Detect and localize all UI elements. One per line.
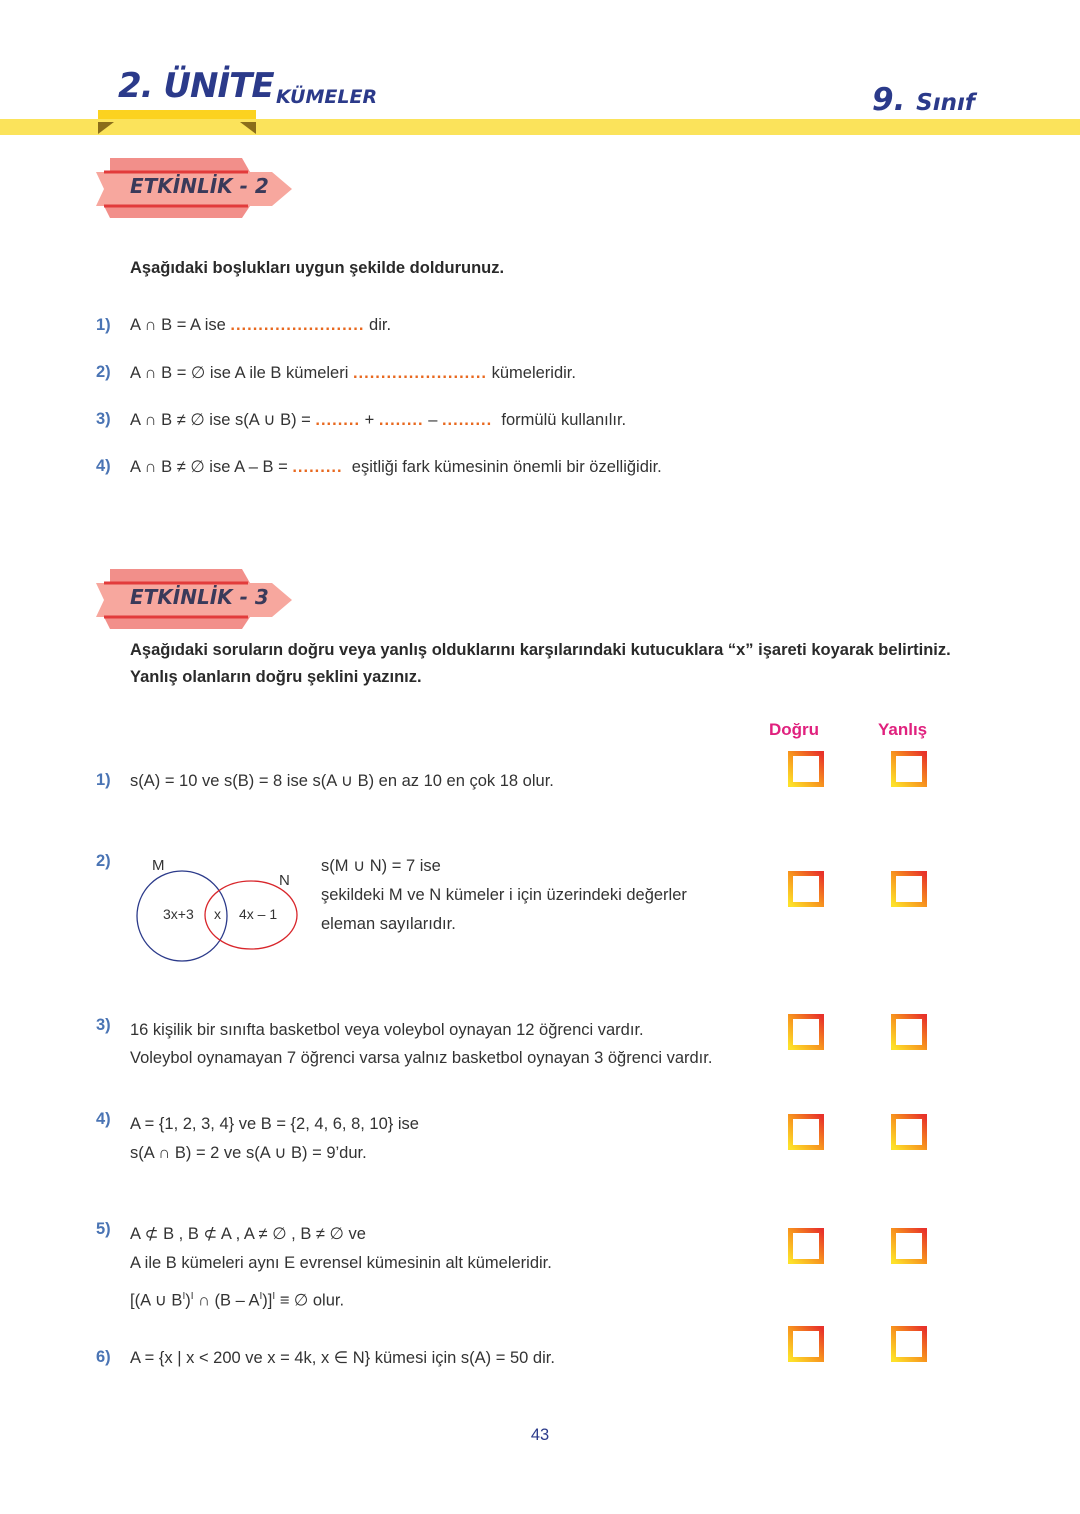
activity3-banner xyxy=(96,569,292,631)
true-checkbox[interactable] xyxy=(788,1228,824,1264)
question-number: 4) xyxy=(96,1110,111,1128)
expr-part: ≡ ∅ olur. xyxy=(275,1291,345,1310)
false-checkbox[interactable] xyxy=(891,1326,927,1362)
question-line: s(A ∩ B) = 2 ve s(A ∪ B) = 9’dur. xyxy=(130,1144,367,1162)
activity2-instruction: Aşağıdaki boşlukları uygun şekilde doldurunuz. xyxy=(130,259,505,277)
n-only-value: 4x – 1 xyxy=(239,906,278,922)
question-line: eleman sayılarıdır. xyxy=(321,915,456,933)
activity2-item-3 xyxy=(96,410,111,429)
question-6-text: A = {x | x < 200 ve x = 4k, x ∈ N} kümesi için s(A) = 50 dir. xyxy=(130,1349,555,1367)
item-text: A ∩ B ≠ ∅ ise A – B = xyxy=(130,458,288,476)
question-number: 1) xyxy=(96,771,111,789)
true-checkbox[interactable] xyxy=(788,1014,824,1050)
question-line xyxy=(130,1282,552,1316)
activity2-banner xyxy=(96,158,292,220)
item-number: 1) xyxy=(96,316,111,334)
set-n-label: N xyxy=(279,872,290,889)
item-number: 4) xyxy=(96,457,111,475)
true-checkbox[interactable] xyxy=(788,1114,824,1150)
question-line: 16 kişilik bir sınıfta basketbol veya voleybol oynayan 12 öğrenci vardır. xyxy=(130,1021,644,1039)
grade-number: 9. xyxy=(872,82,906,118)
item-number: 3) xyxy=(96,410,111,428)
prime: I xyxy=(259,1291,263,1302)
activity2-item-3-text xyxy=(130,410,626,430)
item-text: formülü kullanılır. xyxy=(501,411,627,429)
intersection-value: x xyxy=(214,906,221,922)
false-checkbox[interactable] xyxy=(891,1114,927,1150)
grade-label xyxy=(872,82,975,118)
activity2-item-1-text xyxy=(130,316,391,335)
blank-dots[interactable]: ........ xyxy=(315,411,361,429)
expr-part: [(A ∪ B xyxy=(130,1291,183,1310)
unit-topic: KÜMELER xyxy=(276,86,378,108)
plus-sign: + xyxy=(364,411,375,429)
question-line: A = {1, 2, 3, 4} ve B = {2, 4, 6, 8, 10} ise xyxy=(130,1115,419,1133)
instruction-line: Yanlış olanların doğru şeklini yazınız. xyxy=(130,668,422,686)
expr-part: )] xyxy=(262,1291,273,1310)
unit-title: 2. ÜNİTE xyxy=(118,66,274,106)
page-number: 43 xyxy=(530,1426,550,1444)
prime: I xyxy=(182,1291,186,1302)
question-line: A ile B kümeleri aynı E evrensel kümesinin alt kümeleridir. xyxy=(130,1254,552,1272)
activity3-instruction xyxy=(130,637,1030,691)
question-line: A ⊄ B , B ⊄ A , A ≠ ∅ , B ≠ ∅ ve xyxy=(130,1225,366,1243)
item-text: dir. xyxy=(369,316,392,334)
header-tab-fold-right xyxy=(240,122,256,134)
question-2-text xyxy=(321,852,687,939)
false-checkbox[interactable] xyxy=(891,751,927,787)
true-checkbox[interactable] xyxy=(788,751,824,787)
prime: I xyxy=(190,1291,194,1302)
prime: I xyxy=(272,1291,276,1302)
item-text: A ∩ B = A ise xyxy=(130,316,226,334)
venn-diagram xyxy=(130,852,305,967)
minus-sign: – xyxy=(428,411,438,429)
activity2-title: ETKİNLİK - 2 xyxy=(130,174,269,198)
item-text: kümeleridir. xyxy=(491,364,576,382)
true-checkbox[interactable] xyxy=(788,871,824,907)
grade-word: Sınıf xyxy=(916,90,975,116)
item-text: A ∩ B ≠ ∅ ise s(A ∪ B) = xyxy=(130,411,311,429)
false-checkbox[interactable] xyxy=(891,1228,927,1264)
question-line: Voleybol oynamayan 7 öğrenci varsa yalnız basketbol oynayan 3 öğrenci vardır. xyxy=(130,1049,713,1067)
activity2-item-1 xyxy=(96,316,111,335)
blank-dots[interactable]: ......... xyxy=(292,458,343,476)
header-tab-fold-left xyxy=(98,122,114,134)
item-text: eşitliği fark kümesinin önemli bir özelliğidir. xyxy=(351,458,662,476)
true-checkbox[interactable] xyxy=(788,1326,824,1362)
blank-dots[interactable]: ........ xyxy=(378,411,424,429)
question-line: s(M ∪ N) = 7 ise xyxy=(321,857,441,875)
false-checkbox[interactable] xyxy=(891,1014,927,1050)
header-band xyxy=(0,119,1080,135)
blank-dots[interactable]: ........................ xyxy=(352,364,487,382)
activity2-item-2-text xyxy=(130,363,576,383)
expr-part: ∩ (B – A xyxy=(193,1291,260,1310)
question-3-text xyxy=(130,1016,712,1072)
activity2-item-4-text xyxy=(130,457,662,477)
question-1-text: s(A) = 10 ve s(B) = 8 ise s(A ∪ B) en az 10 en çok 18 olur. xyxy=(130,772,554,790)
activity2-item-4 xyxy=(96,457,111,476)
column-header-false: Yanlış xyxy=(878,720,928,739)
question-number: 5) xyxy=(96,1220,111,1238)
blank-dots[interactable]: ........................ xyxy=(230,316,365,334)
activity3-title: ETKİNLİK - 3 xyxy=(130,585,269,609)
item-text: A ∩ B = ∅ ise A ile B kümeleri xyxy=(130,364,349,382)
question-5-text xyxy=(130,1220,552,1316)
question-line: şekildeki M ve N kümeler i için üzerindeki değerler xyxy=(321,886,687,904)
set-m-label: M xyxy=(152,857,165,874)
question-4-text xyxy=(130,1110,419,1168)
item-number: 2) xyxy=(96,363,111,381)
blank-dots[interactable]: ......... xyxy=(441,411,493,429)
false-checkbox[interactable] xyxy=(891,871,927,907)
activity2-item-2 xyxy=(96,363,111,382)
column-header-true: Doğru xyxy=(769,720,820,739)
question-number: 6) xyxy=(96,1348,111,1366)
instruction-line: Aşağıdaki soruların doğru veya yanlış olduklarını karşılarındaki kutucuklara “x” işareti koyarak belirtiniz. xyxy=(130,641,951,659)
expr-part: ) xyxy=(185,1291,191,1310)
question-number: 2) xyxy=(96,852,111,870)
m-only-value: 3x+3 xyxy=(163,906,194,922)
question-number: 3) xyxy=(96,1016,111,1034)
